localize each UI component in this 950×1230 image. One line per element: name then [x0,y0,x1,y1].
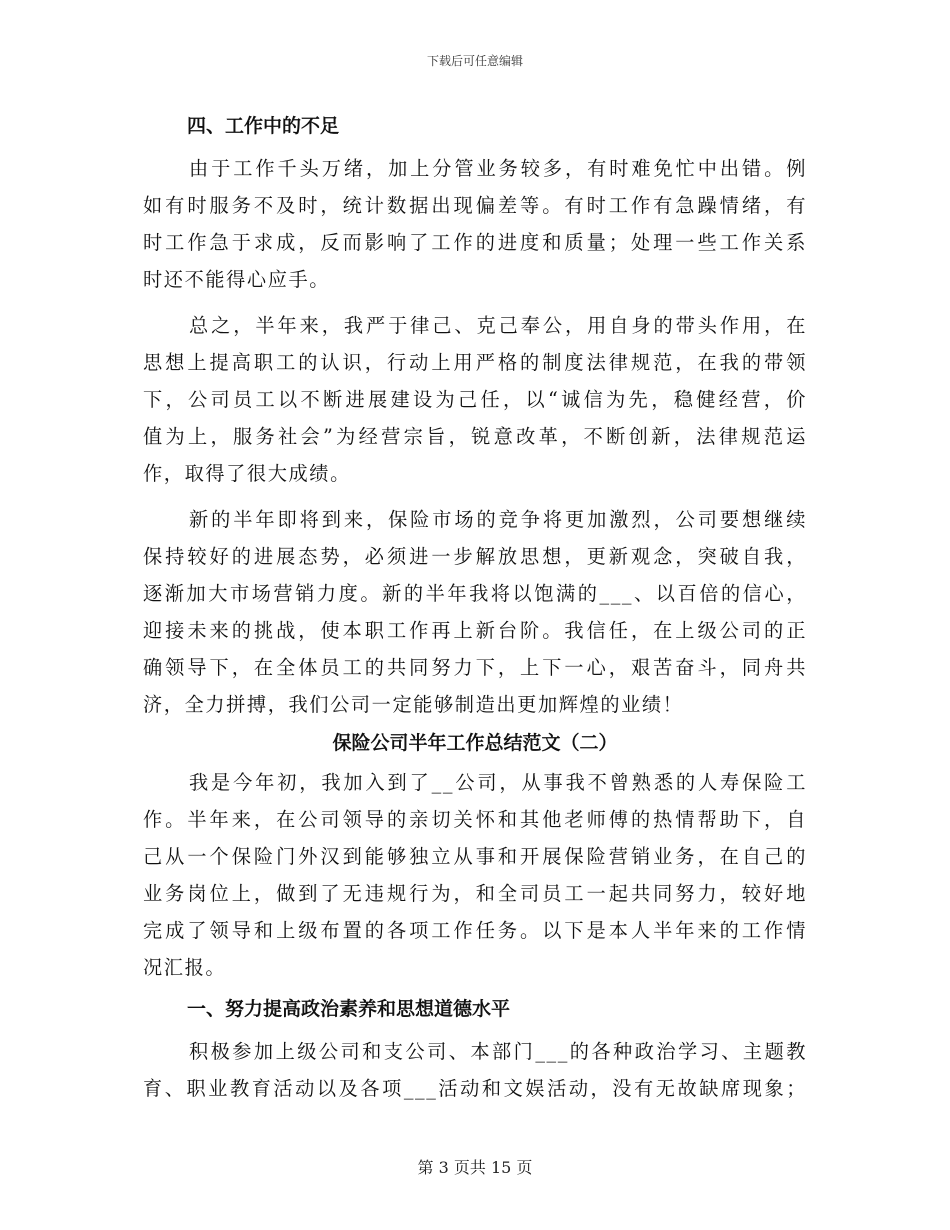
paragraph-line: 积极参加上级公司和支公司、本部门___的各种政治学习、主题教 [189,1040,807,1063]
paragraph-line: 确领导下，在全体员工的共同努力下，上下一心，艰苦奋斗，同舟共 [143,656,807,679]
paragraph-line: 下，公司员工以不断进展建设为己任，以“诚信为先，稳健经营，价 [143,388,807,411]
paragraph-outlook [143,501,807,723]
paragraph-shortcomings [143,150,807,298]
article-title-two: 保险公司半年工作总结范文（二） [332,732,618,754]
paragraph-line: 完成了领导和上级布置的各项工作任务。以下是本人半年来的工作情 [143,919,807,942]
paragraph-line: 新的半年即将到来，保险市场的竞争将更加激烈，公司要想继续 [189,508,807,531]
paragraph-line: 况汇报。 [143,956,227,979]
paragraph-line: 由于工作千头万绪，加上分管业务较多，有时难免忙中出错。例 [189,157,807,180]
paragraph-line: 值为上，服务社会”为经营宗旨，锐意改革，不断创新，法律规范运 [143,425,807,448]
paragraph-line: 总之，半年来，我严于律己、克己奉公，用自身的带头作用，在 [189,314,807,337]
paragraph-political [143,1033,807,1107]
page-number: 第 3 页共 15 页 [417,1158,533,1177]
paragraph-intro [143,764,807,986]
paragraph-line: 迎接未来的挑战，使本职工作再上新台阶。我信任，在上级公司的正 [143,619,807,642]
paragraph-line: 保持较好的进展态势，必须进一步解放思想，更新观念，突破自我， [143,545,807,568]
paragraph-summary [143,307,807,492]
paragraph-line: 育、职业教育活动以及各项___活动和文娱活动，没有无故缺席现象； [143,1077,807,1100]
paragraph-line: 如有时服务不及时，统计数据出现偏差等。有时工作有急躁情绪，有 [143,194,807,217]
section-heading-shortcomings: 四、工作中的不足 [187,115,340,137]
paragraph-line: 思想上提高职工的认识，行动上用严格的制度法律规范，在我的带领 [143,351,807,374]
document-body [143,103,807,1107]
paragraph-line: 己从一个保险门外汉到能够独立从事和开展保险营销业务，在自己的 [143,845,807,868]
paragraph-line: 时还不能得心应手。 [143,268,331,291]
paragraph-line: 作。半年来，在公司领导的亲切关怀和其他老师傅的热情帮助下，自 [143,808,807,831]
paragraph-line: 时工作急于求成，反而影响了工作的进度和质量；处理一些工作关系 [143,231,807,254]
paragraph-line: 逐渐加大市场营销力度。新的半年我将以饱满的___、以百倍的信心， [143,582,807,605]
page-header-note: 下载后可任意编辑 [426,54,523,68]
paragraph-line: 业务岗位上，做到了无违规行为，和全司员工一起共同努力，较好地 [143,882,807,905]
paragraph-line: 我是今年初，我加入到了__公司，从事我不曾熟悉的人寿保险工 [189,771,807,794]
paragraph-line: 济，全力拼搏，我们公司一定能够制造出更加辉煌的业绩！ [143,693,684,716]
paragraph-line: 作，取得了很大成绩。 [143,462,351,485]
section-heading-political: 一、努力提高政治素养和思想道德水平 [187,998,511,1020]
